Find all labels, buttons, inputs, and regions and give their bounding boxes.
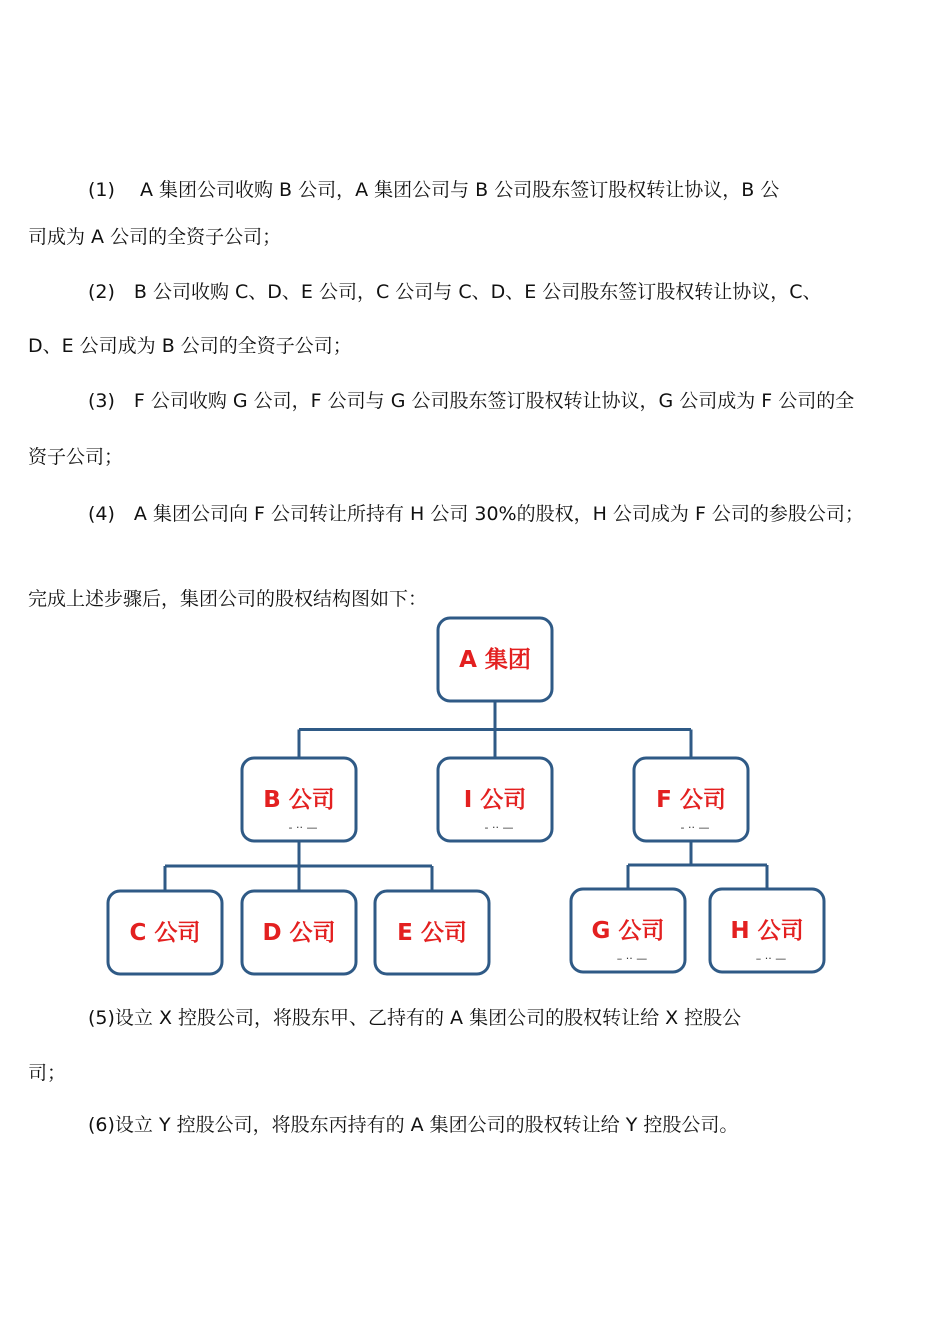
chart-intro-text: 完成上述步骤后，集团公司的股权结构图如下： — [28, 588, 428, 610]
node-marks-g: – ·· — — [616, 952, 648, 965]
connector-b — [165, 841, 432, 891]
node-f — [634, 758, 748, 841]
node-label-b: B 公司 — [263, 787, 335, 813]
paragraph-2-line-2: D、E 公司成为 B 公司的全资子公司； — [28, 335, 352, 357]
node-label-e: E 公司 — [397, 920, 467, 946]
node-label-d: D 公司 — [262, 920, 336, 946]
node-marks-f: - ·· — — [680, 821, 710, 834]
node-a — [438, 618, 552, 701]
node-label-g: G 公司 — [591, 918, 665, 944]
node-marks-h: – ·· — — [755, 952, 787, 965]
paragraph-5-line-2: 司； — [28, 1062, 67, 1084]
paragraph-1-line-2: 司成为 A 公司的全资子公司； — [28, 226, 282, 248]
node-marks-i: - ·· — — [484, 821, 514, 834]
paragraph-4-line-1: (4) A 集团公司向 F 公司转让所持有 H 公司 30%的股权，H 公司成为 F 公司的参股公司； — [88, 503, 864, 525]
node-e — [375, 891, 489, 974]
paragraph-3-line-2: 资子公司； — [28, 446, 124, 468]
node-label-i: I 公司 — [463, 787, 527, 813]
node-label-a: A 集团 — [459, 647, 531, 673]
node-label-h: H 公司 — [730, 918, 804, 944]
node-d — [242, 891, 356, 974]
node-label-f: F 公司 — [656, 787, 726, 813]
node-c — [108, 891, 222, 974]
paragraph-1-line-1: (1) A 集团公司收购 B 公司，A 集团公司与 B 公司股东签订股权转让协议，B 公 — [88, 179, 780, 201]
node-g — [571, 889, 685, 972]
node-i — [438, 758, 552, 841]
chart-nodes — [108, 618, 824, 974]
paragraph-3-line-1: (3) F 公司收购 G 公司，F 公司与 G 公司股东签订股权转让协议，G 公司成为 F 公司的全 — [88, 390, 855, 412]
node-marks-b: - ·· — — [288, 821, 318, 834]
node-b — [242, 758, 356, 841]
paragraph-6-line-1: (6)设立 Y 控股公司，将股东丙持有的 A 集团公司的股权转让给 Y 控股公司。 — [88, 1114, 739, 1136]
node-h — [710, 889, 824, 972]
paragraph-5-line-1: (5)设立 X 控股公司，将股东甲、乙持有的 A 集团公司的股权转让给 X 控股公 — [88, 1007, 742, 1029]
equity-structure-chart — [0, 600, 950, 990]
connector-f — [628, 841, 767, 889]
node-label-c: C 公司 — [129, 920, 201, 946]
paragraph-2-line-1: (2) B 公司收购 C、D、E 公司，C 公司与 C、D、E 公司股东签订股权转让协议，C、 — [88, 281, 822, 303]
connector-a — [299, 701, 691, 758]
